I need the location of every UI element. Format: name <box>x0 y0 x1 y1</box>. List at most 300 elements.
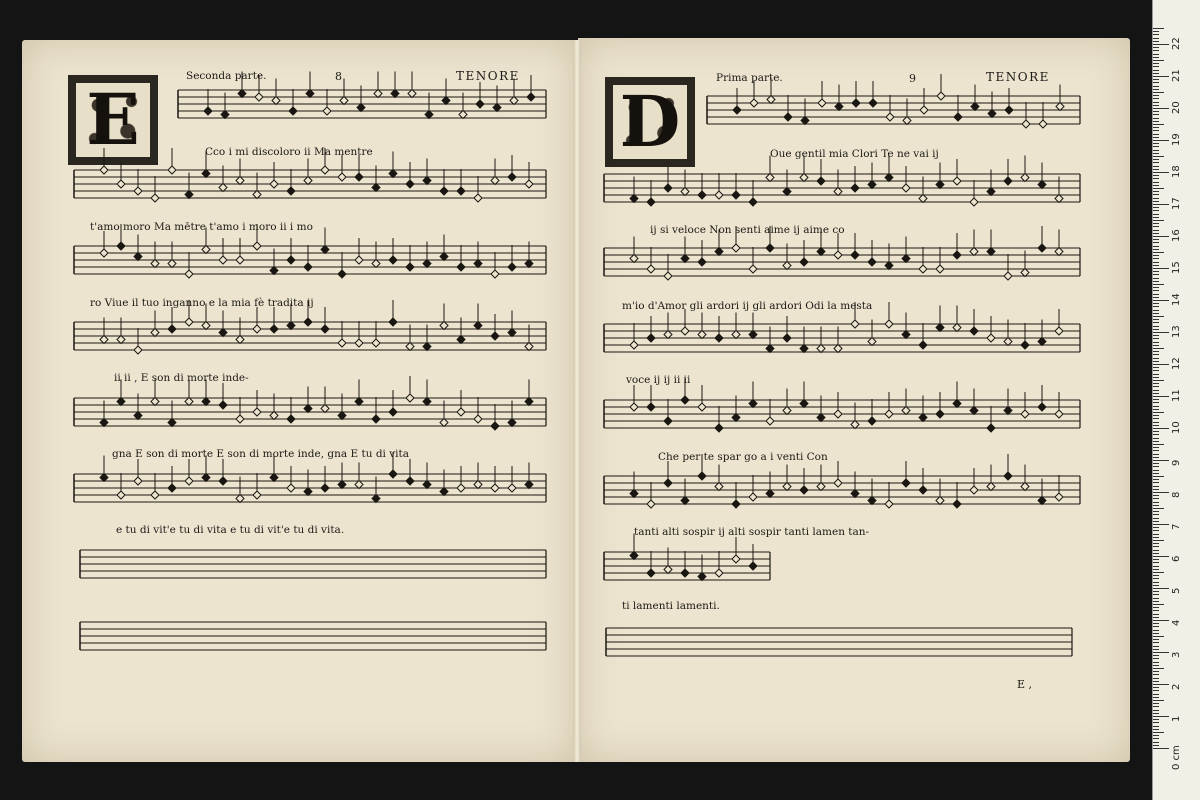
note-head <box>100 336 108 344</box>
note-head <box>236 495 244 503</box>
note-head <box>869 99 877 107</box>
note-head <box>185 270 193 278</box>
note-head <box>510 97 518 105</box>
note-head <box>525 481 533 489</box>
note-head <box>117 242 125 250</box>
ruler-tick <box>1153 393 1159 394</box>
ruler-tick <box>1153 220 1164 221</box>
ruler-tick <box>1153 262 1159 263</box>
ruler-tick <box>1153 684 1169 685</box>
ruler-tick <box>1153 118 1159 119</box>
note-head <box>1021 269 1029 277</box>
ruler-tick <box>1153 642 1159 643</box>
ruler-tick <box>1153 306 1159 307</box>
ruler-number: 5 <box>1171 587 1182 594</box>
note-head <box>321 166 329 174</box>
note-head <box>698 472 706 480</box>
note-head <box>936 497 944 505</box>
note-head <box>749 265 757 273</box>
ruler-tick <box>1153 153 1159 154</box>
note-head <box>338 173 346 181</box>
note-head <box>817 414 825 422</box>
note-head <box>749 198 757 206</box>
ruler-tick <box>1153 239 1159 240</box>
note-head <box>885 262 893 270</box>
note-head <box>117 336 125 344</box>
ruler-tick <box>1153 572 1164 573</box>
ruler-tick <box>1153 70 1159 71</box>
note-head <box>287 484 295 492</box>
note-head <box>647 198 655 206</box>
note-head <box>698 403 706 411</box>
note-head <box>525 260 533 268</box>
ruler-tick <box>1153 681 1159 682</box>
ruler-tick <box>1153 729 1159 730</box>
ruler-tick <box>1153 614 1159 615</box>
ruler-tick <box>1153 444 1164 445</box>
note-head <box>457 408 465 416</box>
note-head <box>664 331 672 339</box>
note-head <box>766 490 774 498</box>
note-head <box>715 424 723 432</box>
ruler-tick <box>1153 454 1159 455</box>
note-head <box>732 500 740 508</box>
note-head <box>355 339 363 347</box>
ruler-tick <box>1153 370 1159 371</box>
note-head <box>406 343 414 351</box>
ruler-tick <box>1153 198 1159 199</box>
ruler-tick <box>1153 527 1159 528</box>
ruler-tick <box>1153 518 1159 519</box>
note-head <box>474 194 482 202</box>
note-head <box>425 111 433 119</box>
ruler-tick <box>1153 476 1164 477</box>
ruler-tick <box>1153 671 1159 672</box>
ruler-tick <box>1153 601 1159 602</box>
ruler-tick <box>1153 585 1159 586</box>
note-head <box>391 90 399 98</box>
ruler-tick <box>1153 185 1159 186</box>
note-head <box>681 327 689 335</box>
note-head <box>474 415 482 423</box>
note-head <box>919 341 927 349</box>
ruler-tick <box>1153 38 1159 39</box>
note-head <box>389 318 397 326</box>
note-head <box>321 405 329 413</box>
ruler-tick <box>1153 703 1159 704</box>
note-head <box>459 111 467 119</box>
ruler-tick <box>1153 578 1159 579</box>
ruler-number: 10 <box>1171 421 1182 434</box>
note-head <box>270 180 278 188</box>
note-head <box>491 270 499 278</box>
ruler-tick <box>1153 482 1159 483</box>
note-head <box>970 198 978 206</box>
ruler-tick <box>1153 575 1159 576</box>
note-head <box>219 329 227 337</box>
note-head <box>715 191 723 199</box>
ruler-tick <box>1153 406 1159 407</box>
ruler-tick <box>1153 431 1159 432</box>
note-head <box>886 113 894 121</box>
ruler-unit-label: 0 cm <box>1171 745 1182 770</box>
note-head <box>1022 120 1030 128</box>
ruler-number: 2 <box>1171 683 1182 690</box>
ruler-tick <box>1153 166 1159 167</box>
ruler-tick <box>1153 543 1159 544</box>
note-head <box>185 398 193 406</box>
note-head <box>919 414 927 422</box>
ruler-tick <box>1153 706 1159 707</box>
note-head <box>491 484 499 492</box>
ruler-tick <box>1153 489 1159 490</box>
note-head <box>698 258 706 266</box>
note-head <box>219 401 227 409</box>
ruler-tick <box>1153 719 1159 720</box>
note-head <box>304 263 312 271</box>
ruler-tick <box>1153 425 1159 426</box>
ruler-tick <box>1153 726 1159 727</box>
note-head <box>732 244 740 252</box>
note-head <box>151 491 159 499</box>
note-head <box>474 322 482 330</box>
ruler-tick <box>1153 418 1159 419</box>
note-head <box>338 270 346 278</box>
ruler-tick <box>1153 582 1159 583</box>
ruler-tick <box>1153 210 1159 211</box>
ruler-tick <box>1153 159 1159 160</box>
ruler-tick <box>1153 226 1159 227</box>
note-head <box>630 255 638 263</box>
ruler-number: 1 <box>1171 715 1182 722</box>
ruler-tick <box>1153 732 1164 733</box>
note-head <box>355 481 363 489</box>
note-head <box>287 187 295 195</box>
note-head <box>767 96 775 104</box>
note-head <box>253 242 261 250</box>
note-head <box>493 104 501 112</box>
ruler-tick <box>1153 255 1159 256</box>
ruler-tick <box>1153 338 1159 339</box>
ruler-tick <box>1153 566 1159 567</box>
ruler-tick <box>1153 521 1159 522</box>
ruler-tick <box>1153 284 1164 285</box>
note-head <box>372 260 380 268</box>
note-head <box>1038 181 1046 189</box>
note-head <box>100 419 108 427</box>
note-head <box>389 170 397 178</box>
note-head <box>100 474 108 482</box>
note-head <box>272 97 280 105</box>
note-head <box>117 398 125 406</box>
note-head <box>936 324 944 332</box>
note-head <box>270 474 278 482</box>
note-head <box>868 417 876 425</box>
note-head <box>238 90 246 98</box>
note-head <box>1004 338 1012 346</box>
note-head <box>953 324 961 332</box>
note-head <box>970 486 978 494</box>
right-lyric-line-4: voce ij ij ii ii <box>626 374 691 386</box>
note-head <box>1004 472 1012 480</box>
ruler-tick <box>1153 271 1159 272</box>
note-head <box>919 265 927 273</box>
ruler-tick <box>1153 422 1159 423</box>
note-head <box>817 483 825 491</box>
note-head <box>440 187 448 195</box>
note-head <box>1039 120 1047 128</box>
ruler-tick <box>1153 540 1164 541</box>
ruler-tick <box>1153 86 1159 87</box>
note-head <box>987 188 995 196</box>
ruler-number: 3 <box>1171 651 1182 658</box>
ruler-tick <box>1153 137 1159 138</box>
ruler-tick <box>1153 63 1159 64</box>
note-head <box>1021 410 1029 418</box>
ruler-tick <box>1153 345 1159 346</box>
ruler-tick <box>1153 537 1159 538</box>
note-head <box>221 111 229 119</box>
note-head <box>630 552 638 560</box>
ruler-tick <box>1153 156 1164 157</box>
note-head <box>372 495 380 503</box>
note-head <box>902 184 910 192</box>
note-head <box>151 260 159 268</box>
ruler-tick <box>1153 630 1159 631</box>
note-head <box>508 419 516 427</box>
ruler-tick <box>1153 134 1159 135</box>
ruler-tick <box>1153 498 1159 499</box>
note-head <box>202 398 210 406</box>
ruler-number: 4 <box>1171 619 1182 626</box>
ruler-tick <box>1153 556 1169 557</box>
ruler-tick <box>1153 236 1169 237</box>
ruler-tick <box>1153 383 1159 384</box>
ruler-tick <box>1153 559 1159 560</box>
note-head <box>851 320 859 328</box>
note-head <box>885 500 893 508</box>
ruler-tick <box>1153 620 1169 621</box>
ruler-tick <box>1153 319 1159 320</box>
ruler-tick <box>1153 169 1159 170</box>
note-head <box>664 417 672 425</box>
note-head <box>117 491 125 499</box>
ruler-tick <box>1153 687 1159 688</box>
note-head <box>698 331 706 339</box>
note-head <box>749 562 757 570</box>
ruler-tick <box>1153 390 1159 391</box>
note-head <box>987 334 995 342</box>
ruler-tick <box>1153 34 1159 35</box>
ruler-tick <box>1153 438 1159 439</box>
note-head <box>834 345 842 353</box>
note-head <box>287 322 295 330</box>
note-head <box>800 400 808 408</box>
note-head <box>664 479 672 487</box>
left-lyric-line-1: Cco i mi discoloro ii Ma mentre <box>205 146 373 158</box>
note-head <box>408 90 416 98</box>
ruler-tick <box>1153 473 1159 474</box>
note-head <box>323 107 331 115</box>
ruler-tick <box>1153 82 1159 83</box>
ruler-tick <box>1153 130 1159 131</box>
note-head <box>834 188 842 196</box>
ruler-tick <box>1153 89 1159 90</box>
note-head <box>733 106 741 114</box>
note-head <box>851 184 859 192</box>
ruler-tick <box>1153 486 1159 487</box>
note-head <box>253 408 261 416</box>
note-head <box>185 477 193 485</box>
note-head <box>185 191 193 199</box>
note-head <box>681 569 689 577</box>
note-head <box>988 110 996 118</box>
left-lyric-line-4: ii ii , E son di morte inde- <box>114 372 249 384</box>
note-head <box>355 173 363 181</box>
note-head <box>406 180 414 188</box>
note-head <box>1055 327 1063 335</box>
ruler-tick <box>1153 172 1169 173</box>
ruler-tick <box>1153 380 1164 381</box>
note-head <box>647 500 655 508</box>
note-head <box>766 244 774 252</box>
note-head <box>1021 483 1029 491</box>
note-head <box>236 256 244 264</box>
ruler-tick <box>1153 364 1169 365</box>
note-head <box>834 410 842 418</box>
ruler-tick <box>1153 569 1159 570</box>
note-head <box>1004 407 1012 415</box>
note-head <box>664 184 672 192</box>
ruler-tick <box>1153 409 1159 410</box>
note-head <box>732 331 740 339</box>
note-head <box>800 345 808 353</box>
ruler-tick <box>1153 546 1159 547</box>
note-head <box>134 477 142 485</box>
note-head <box>953 177 961 185</box>
ruler-tick <box>1153 649 1159 650</box>
ruler-number: 17 <box>1171 197 1182 210</box>
ruler-tick <box>1153 623 1159 624</box>
note-head <box>525 398 533 406</box>
ruler-tick <box>1153 710 1159 711</box>
ruler-tick <box>1153 294 1159 295</box>
ruler-tick <box>1153 358 1159 359</box>
note-head <box>219 477 227 485</box>
ruler-tick <box>1153 342 1159 343</box>
ruler-tick <box>1153 466 1159 467</box>
right-voice-label: TENORE <box>986 70 1050 84</box>
note-head <box>851 421 859 429</box>
ruler-tick <box>1153 415 1159 416</box>
ruler-tick <box>1153 562 1159 563</box>
ruler-tick <box>1153 463 1159 464</box>
note-head <box>389 256 397 264</box>
ruler-tick <box>1153 268 1169 269</box>
note-head <box>885 320 893 328</box>
ruler-tick <box>1153 534 1159 535</box>
note-head <box>630 403 638 411</box>
ruler-tick <box>1153 140 1169 141</box>
ruler-number: 19 <box>1171 133 1182 146</box>
note-head <box>868 181 876 189</box>
ruler-tick <box>1153 745 1159 746</box>
note-head <box>338 481 346 489</box>
note-head <box>698 191 706 199</box>
note-head <box>236 415 244 423</box>
ruler-tick <box>1153 604 1164 605</box>
ruler-tick <box>1153 191 1159 192</box>
decorated-initial-e: E <box>68 75 158 165</box>
note-head <box>783 188 791 196</box>
ruler-tick <box>1153 121 1159 122</box>
note-head <box>423 481 431 489</box>
note-head <box>117 180 125 188</box>
ruler-tick <box>1153 44 1169 45</box>
note-head <box>936 181 944 189</box>
ruler-tick <box>1153 249 1159 250</box>
signature-mark: E , <box>1017 678 1033 691</box>
note-head <box>920 106 928 114</box>
ruler-tick <box>1153 66 1159 67</box>
ruler-tick <box>1153 742 1159 743</box>
note-head <box>1055 493 1063 501</box>
note-head <box>749 400 757 408</box>
ruler-tick <box>1153 76 1169 77</box>
note-head <box>817 345 825 353</box>
ruler-tick <box>1153 354 1159 355</box>
ruler-tick <box>1153 332 1169 333</box>
ruler-tick <box>1153 146 1159 147</box>
note-head <box>987 248 995 256</box>
note-head <box>834 479 842 487</box>
note-head <box>134 412 142 420</box>
note-head <box>681 255 689 263</box>
ruler-tick <box>1153 98 1159 99</box>
note-head <box>270 267 278 275</box>
note-head <box>885 174 893 182</box>
note-head <box>151 398 159 406</box>
ruler-tick <box>1153 329 1159 330</box>
ruler-number: 9 <box>1171 459 1182 466</box>
ruler-tick <box>1153 246 1159 247</box>
note-head <box>202 322 210 330</box>
right-lyric-line-7: ti lamenti lamenti. <box>622 600 720 612</box>
ruler-tick <box>1153 550 1159 551</box>
note-head <box>219 256 227 264</box>
note-head <box>835 103 843 111</box>
note-head <box>423 398 431 406</box>
note-head <box>289 107 297 115</box>
note-head <box>204 107 212 115</box>
ruler-tick <box>1153 204 1169 205</box>
ruler-tick <box>1153 41 1159 42</box>
ruler-tick <box>1153 457 1159 458</box>
note-head <box>423 177 431 185</box>
left-part-label: Seconda parte. <box>186 70 267 82</box>
note-head <box>647 569 655 577</box>
note-head <box>732 191 740 199</box>
note-head <box>372 339 380 347</box>
note-head <box>253 191 261 199</box>
note-head <box>732 414 740 422</box>
note-head <box>406 394 414 402</box>
note-head <box>236 177 244 185</box>
note-head <box>372 184 380 192</box>
note-head <box>1055 248 1063 256</box>
ruler-number: 21 <box>1171 69 1182 82</box>
ruler-tick <box>1153 434 1159 435</box>
